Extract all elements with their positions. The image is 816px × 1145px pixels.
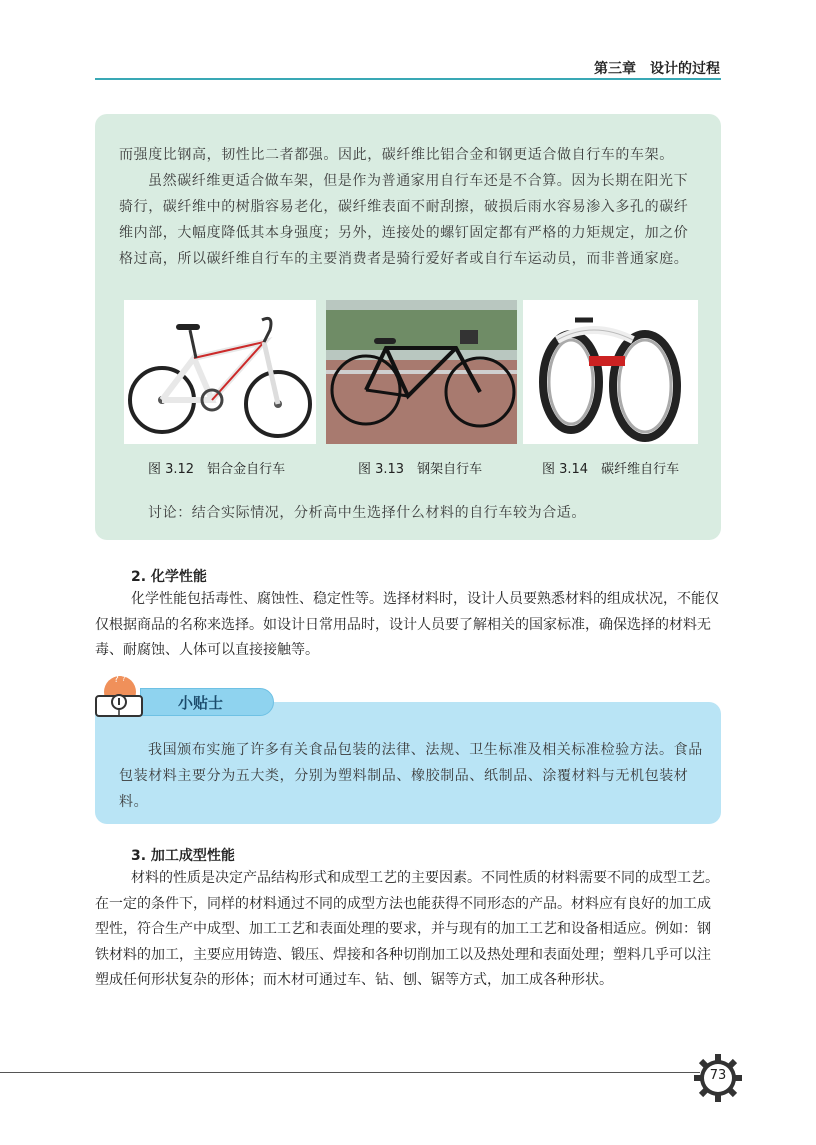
section-title-processing: 3. 加工成型性能 — [131, 848, 235, 864]
figure-caption-3-14: 图 3.14 碳纤维自行车 — [542, 462, 680, 477]
tip-label: 小贴士 — [178, 694, 224, 712]
page-number: 73 — [709, 1068, 727, 1083]
green-box-paragraph-2: 虽然碳纤维更适合做车架，但是作为普通家用自行车还是不合算。因为长期在阳光下骑行，碳纤维中的树脂容易老化，碳纤维表面不耐刮擦，破损后雨水容易渗入多孔的碳纤维内部，大幅度降低其本身强度；另外，连接处的螺钉固定都有严格的力矩规定，加之价格过高，所以碳纤维自行车的主要消费者是骑行爱好者或自行车运动员，而非普通家庭。 — [119, 173, 689, 267]
section-body-chemical: 化学性能包括毒性、腐蚀性、稳定性等。选择材料时，设计人员要熟悉材料的组成状况，不能仅仅根据商品的名称来选择。如设计日常用品时，设计人员要了解相关的国家标准，确保选择的材料无毒、耐腐蚀、人体可以直接接触等。 — [95, 591, 719, 658]
section-title-chemical: 2. 化学性能 — [131, 569, 207, 585]
figure-caption-3-13: 图 3.13 钢架自行车 — [358, 462, 483, 477]
carbon-fiber-bike-image — [523, 300, 698, 444]
aluminum-bike-image — [124, 300, 316, 444]
header-rule — [95, 78, 721, 80]
discussion-prompt: 讨论：结合实际情况，分析高中生选择什么材料的自行车较为合适。 — [148, 505, 586, 521]
svg-text:?: ? — [122, 675, 126, 683]
green-box-paragraph-1: 而强度比钢高，韧性比二者都强。因此，碳纤维比铝合金和钢更适合做自行车的车架。 — [119, 147, 674, 163]
section-body-processing: 材料的性质是决定产品结构形式和成型工艺的主要因素。不同性质的材料需要不同的成型工艺。在一定的条件下，同样的材料通过不同的成型方法也能获得不同形态的产品。材料应有良好的加工成型性，符合生产中成型、加工工艺和表面处理的要求，并与现有的加工工艺和设备相适应。例如：钢铁材料的加工，主要应用铸造、锻压、焊接和各种切削加工以及热处理和表面处理；塑料几乎可以注塑成任何形状复杂的形体；而木材可通过车、钻、刨、锯等方式，加工成各种形状。 — [95, 870, 719, 988]
tip-text: 我国颁布实施了许多有关食品包装的法律、法规、卫生标准及相关标准检验方法。食品包装材料主要分为五大类，分别为塑料制品、橡胶制品、纸制品、涂覆材料与无机包装材料。 — [119, 742, 703, 810]
figure-caption-3-12: 图 3.12 铝合金自行车 — [148, 462, 286, 477]
svg-text:?: ? — [114, 675, 119, 685]
chapter-header: 第三章 设计的过程 — [594, 61, 720, 77]
steel-bike-image — [326, 300, 517, 444]
footer-rule — [0, 1072, 700, 1073]
book-lightbulb-icon — [90, 672, 146, 722]
